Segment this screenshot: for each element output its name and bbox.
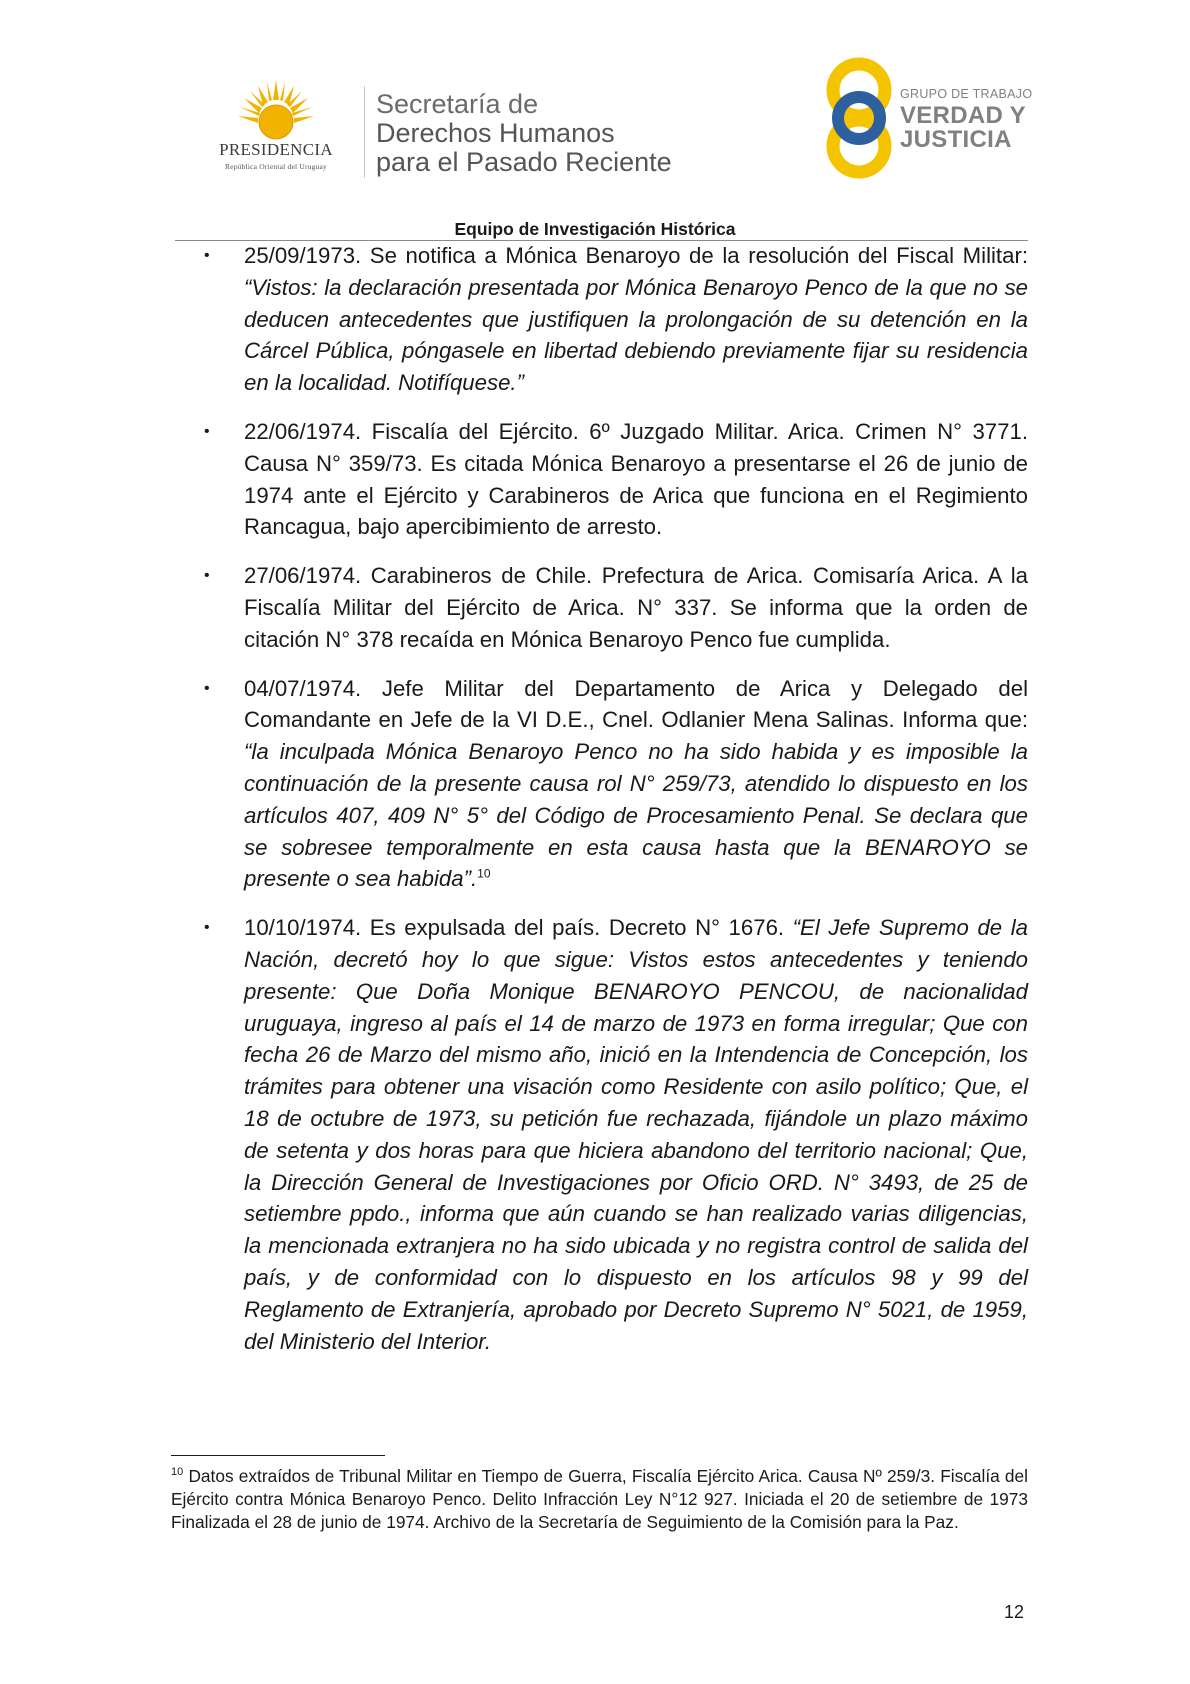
team-heading: Equipo de Investigación Histórica [454,219,736,239]
bullet-icon: • [204,422,210,440]
item-text: 10/10/1974. Es expulsada del país. Decreto N° 1676. [244,915,793,941]
grupo-trabajo-label: GRUPO DE TRABAJO [900,87,1033,101]
verdad-justicia-rings-icon [822,56,896,180]
verdad-justicia-logo-text [900,88,1032,152]
footnote-text: Datos extraídos de Tribunal Militar en Tiempo de Guerra, Fiscalía Ejército Arica. Causa Nº 259/3. Fiscalía del Ejército contra Mónica Benaroyo Penco. Delito Infracción Ley N°12 927. Iniciada el 20 de setiembre de 1973 Finalizada el 28 de junio de 1974. Archivo de la Secretaría de Seguimiento de la Comisión para la Paz. [171,1465,1028,1532]
bullet-icon: • [204,919,210,937]
item-text: 22/06/1974. Fiscalía del Ejército. 6º Juzgado Militar. Arica. Crimen N° 3771. Causa N° 359/73. Es citada Mónica Benaroyo a presentarse el 26 de junio de 1974 ante el Ejército y Carabineros de Arica que funciona en el Regimiento Rancagua, bajo apercibimiento de arresto. [244,418,1028,540]
verdad-label: VERDAD Y [900,101,1026,129]
footnote-reference[interactable]: 10 [477,866,491,881]
item-text: 25/09/1973. Se notifica a Mónica Benaroyo de la resolución del Fiscal Militar: [244,243,1028,268]
bullet-icon: • [204,567,210,585]
list-item [204,912,1028,1357]
item-quote: “Vistos: la declaración presentada por Mónica Benaroyo Penco de la que no se deducen antecedentes que justifiquen la prolongación de su detención en la Cárcel Pública, póngasele en libertad debiendo previamente fijar su residencia en la localidad. Notifíquese.” [244,274,1028,396]
secretaria-line-2: Derechos Humanos [376,118,615,149]
presidencia-wordmark: PRESIDENCIA [219,140,333,159]
secretaria-logo-text [376,90,672,177]
footnote-rule [171,1455,385,1456]
item-quote: “El Jefe Supremo de la Nación, decretó hoy lo que sigue: Vistos estos antecedentes y teniendo presente: Que Doña Monique BENAROYO PENCOU, de nacionalidad uruguaya, ingreso al país el 14 de marzo de 1973 en forma irregular; Que con fecha 26 de Marzo del mismo año, inició en la Intendencia de Concepción, los trámites para obtener una visación como Residente con asilo político; Que, el 18 de octubre de 1973, su petición fue rechazada, fijándole un plazo máximo de setenta y dos horas para que hiciera abandono del territorio nacional; Que, la Dirección General de Investigaciones por Oficio ORD. N° 3493, de 25 de setiembre ppdo., informa que aún cuando se han realizado varias diligencias, la mencionada extranjera no ha sido ubicada y no registra control de salida del país, y de conformidad con lo dispuesto en los artículos 98 y 99 del Reglamento de Extranjería, aprobado por Decreto Supremo N° 5021, de 1959, del Ministerio del Interior. [244,915,1028,1354]
item-text: 27/06/1974. Carabineros de Chile. Prefectura de Arica. Comisaría Arica. A la Fiscalía Militar del Ejército de Arica. N° 337. Se informa que la orden de citación N° 378 recaída en Mónica Benaroyo Penco fue cumplida. [244,563,1028,652]
list-item [204,560,1028,655]
sun-emblem-icon [234,78,318,142]
header-divider [364,86,365,178]
page-number: 12 [1004,1602,1025,1622]
item-quote: “la inculpada Mónica Benaroyo Penco no ha sido habida y es imposible la continuación de la presente causa rol N° 259/73, atendido lo dispuesto en los artículos 407, 409 N° 5° del Código de Procesamiento Penal. Se declara que se sobresee temporalmente en esta causa hasta que la BENAROYO se presente o sea habida”. [244,739,1028,892]
bullet-icon: • [204,247,210,264]
secretaria-line-3: para el Pasado Reciente [376,147,672,178]
presidencia-logo [196,78,356,178]
list-item [204,673,1028,896]
list-item [204,240,1028,399]
bullet-icon: • [204,679,210,697]
list-item [204,416,1028,543]
footnote-number: 10 [171,1466,184,1478]
justicia-label: JUSTICIA [900,125,1012,153]
secretaria-line-1: Secretaría de [376,89,539,119]
presidencia-subtitle: República Oriental del Uruguay [224,162,327,171]
footnote [171,1461,1028,1534]
item-text: 04/07/1974. Jefe Militar del Departamento de Arica y Delegado del Comandante en Jefe de la VI D.E., Cnel. Odlanier Mena Salinas. Informa que: [244,675,1028,733]
document-body [204,240,1028,1374]
